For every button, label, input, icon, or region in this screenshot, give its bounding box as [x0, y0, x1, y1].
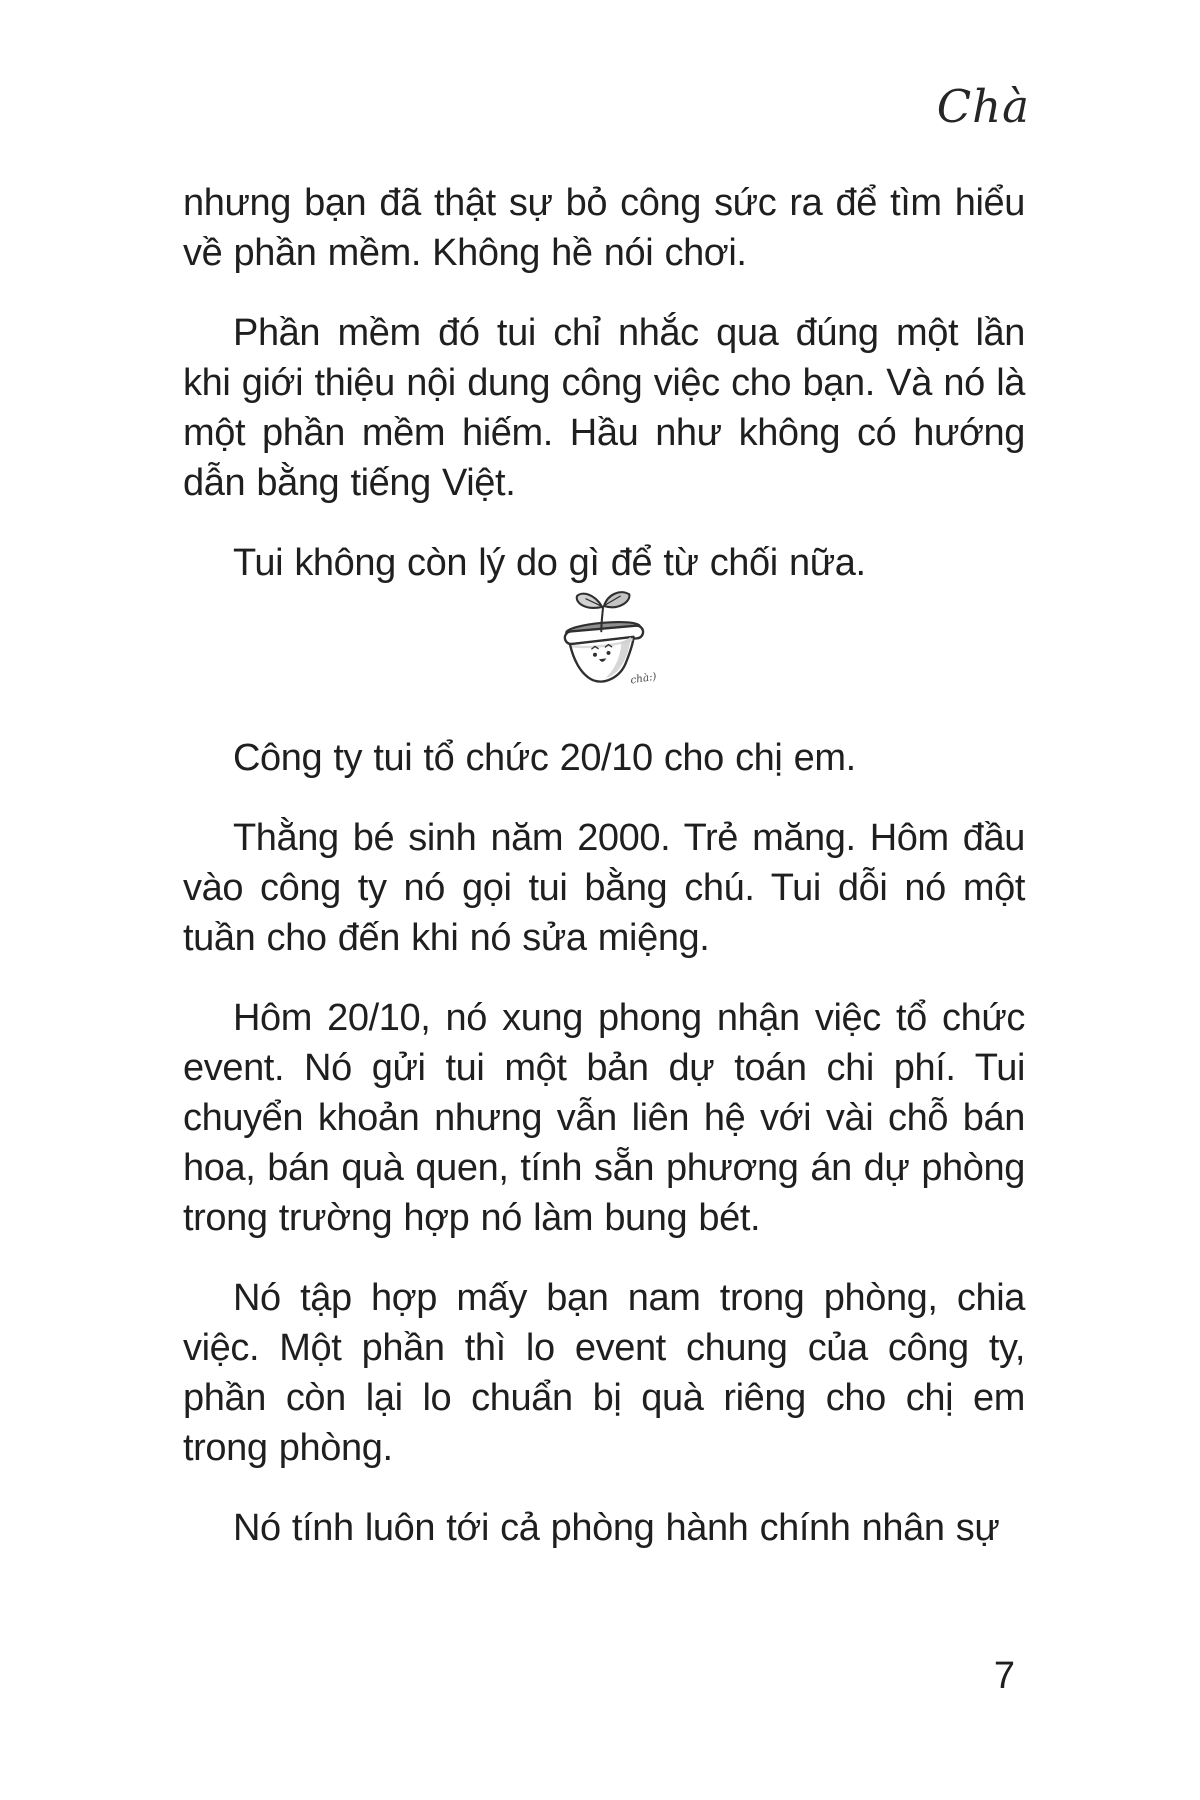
running-header: Chà	[936, 80, 1030, 133]
sprout-pot-illustration	[183, 588, 1025, 689]
text-block	[183, 178, 1025, 1553]
paragraph: Hôm 20/10, nó xung phong nhận việc tổ chức event. Nó gửi tui một bản dự toán chi phí. Tui chuyển khoản nhưng vẫn liên hệ với vài chỗ bán hoa, bán quà quen, tính sẵn phương án dự phòng trong trường hợp nó làm bung bét.	[183, 997, 1025, 1239]
text-section-top	[183, 178, 1025, 588]
paragraph: nhưng bạn đã thật sự bỏ công sức ra để tìm hiểu về phần mềm. Không hề nói chơi.	[183, 182, 1025, 274]
artist-signature: chà:)	[629, 670, 658, 687]
sprout-leaf-right	[604, 592, 629, 607]
paragraph: Thằng bé sinh năm 2000. Trẻ măng. Hôm đầu vào công ty nó gọi tui bằng chú. Tui dỗi nó một tuần cho đến khi nó sửa miệng.	[183, 817, 1025, 959]
paragraph: Nó tính luôn tới cả phòng hành chính nhân sự	[233, 1507, 1000, 1549]
paragraph: Công ty tui tổ chức 20/10 cho chị em.	[233, 737, 856, 779]
eye-right	[607, 651, 611, 655]
paragraph: Phần mềm đó tui chỉ nhắc qua đúng một lần khi giới thiệu nội dung công việc cho bạn. Và nó là một phần mềm hiếm. Hầu như không có hướng dẫn bằng tiếng Việt.	[183, 312, 1025, 504]
paragraph: Nó tập hợp mấy bạn nam trong phòng, chia việc. Một phần thì lo event chung của công ty, phần còn lại lo chuẩn bị quà riêng cho chị em trong phòng.	[183, 1277, 1025, 1469]
potted-plant-drawing	[547, 588, 661, 689]
eye-left	[593, 653, 597, 657]
paragraph: Tui không còn lý do gì để từ chối nữa.	[233, 542, 866, 584]
page-number: 7	[993, 1655, 1015, 1697]
text-section-bottom	[183, 733, 1025, 1553]
